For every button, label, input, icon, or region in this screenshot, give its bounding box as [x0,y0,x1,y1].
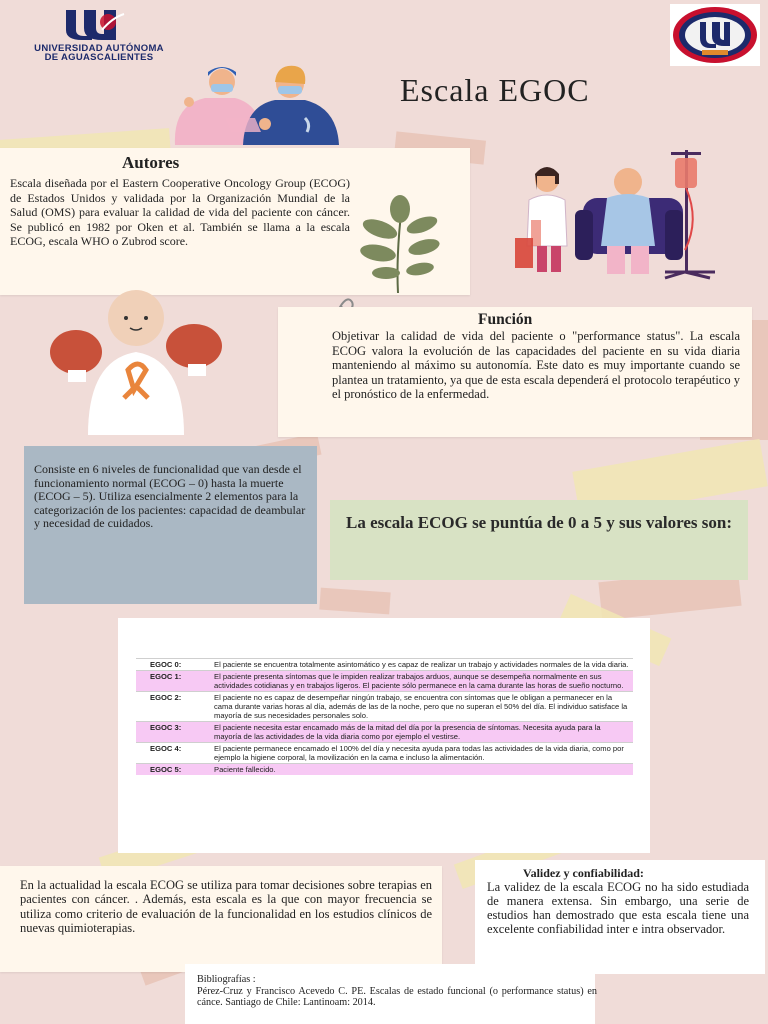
ecog-level-description: El paciente no es capaz de desempeñar ningún trabajo, se encuentra con síntomas que le obligan a permanecer en la cama durante varias horas al día, además de las de la noche, pero que no superan el 50% del día. El individuo satisface la mayoría de sus necesidades personales solo. [211,692,633,722]
autores-text: Escala diseñada por el Eastern Cooperative Oncology Group (ECOG) de Estados Unidos y validada por la Organización Mundial de la Salud (OMS) para evaluar la calidad de vida del paciente con cáncer. Se publicó en 1982 por Oken et al. También se llama a la escala ECOG, escala WHO o Zubrod score. [10,176,350,248]
validez-heading: Validez y confiabilidad: [523,866,644,880]
autores-heading: Autores [122,153,180,172]
table-row [136,692,633,722]
chemotherapy-illustration-icon [515,150,750,280]
university-emblem-icon [62,8,126,42]
puntua-text: La escala ECOG se puntúa de 0 a 5 y sus valores son: [345,513,732,532]
funcion-note [278,307,752,437]
table-row [136,743,633,764]
decorative-tape [319,588,390,615]
bibliografia-note [185,964,595,1024]
validez-note [475,860,765,974]
puntua-note [330,500,748,580]
funcion-text: Objetivar la calidad de vida del paciente o "performance status". La escala ECOG valora la evolución de las capacidades del paciente en su vida diaria manteniendo al máximo su autonomía. Este dato es muy importante cuando se plantea un tratamiento, ya que de esta escala dependerá el protocolo terapéutico y el pronóstico de la enfermedad. [332,329,740,402]
ecog-level-label: EGOC 5: [136,764,211,776]
niveles-text: Consiste en 6 niveles de funcionalidad que van desde el funcionamiento normal (ECOG – 0) hasta la muerte (ECOG – 5). Utiliza esencialmente 2 elementos para la categorización de los pacientes: capacidad de deambular y necesidad de cuidados. [34,462,306,530]
university-logo [14,6,184,62]
university-name-line2: DE AGUASCALIENTES [44,52,154,63]
boxer-illustration-icon [48,290,228,435]
university-name-line1: UNIVERSIDAD AUTÓNOMA [34,43,164,54]
ecog-level-description: El paciente necesita estar encamado más de la mitad del día por la presencia de síntomas. Necesita ayuda para la mayoría de las actividades de la vida diaria como por ejemplo el vestirse. [211,722,633,743]
doctors-illustration-icon [165,60,355,145]
bibliografia-reference: Pérez-Cruz y Francisco Acevedo C. PE. Escalas de estado funcional (o performance status) en cánce. Santiago de Chile: Lantinoam: 2014. [197,985,597,1008]
table-row [136,764,633,776]
ecog-level-description: Paciente fallecido. [211,764,633,776]
ecog-level-label: EGOC 0: [136,659,211,671]
page-title: Escala EGOC [400,72,590,108]
ecog-level-label: EGOC 4: [136,743,211,764]
ecog-level-description: El paciente se encuentra totalmente asintomático y es capaz de realizar un trabajo y actividades normales de la vida diaria. [211,659,633,671]
university-name [14,44,184,62]
ecog-level-label: EGOC 3: [136,722,211,743]
ecog-level-description: El paciente presenta síntomas que le impiden realizar trabajos arduos, aunque se desempeña normalmente en sus actividades cotidianas y en trabajos ligeros. El paciente sólo permanece en la cama durante las horas de sueño nocturno. [211,671,633,692]
ecog-level-label: EGOC 2: [136,692,211,722]
plant-leaves-icon [350,195,450,295]
table-row [136,671,633,692]
actualidad-note [0,866,442,972]
ecog-table [136,658,633,775]
funcion-heading: Función [478,311,533,328]
validez-text: La validez de la escala ECOG no ha sido estudiada de manera extensa. Sin embargo, una serie de estudios han demostrado que esta escala tiene una excelente confiabilidad inter e intra observador. [487,880,749,936]
bibliografia-text [197,974,597,1009]
bibliografia-heading: Bibliografías : [197,974,256,985]
ecog-level-description: El paciente permanece encamado el 100% del día y necesita ayuda para todas las actividades de la vida diaria, como por ejemplo la higiene corporal, la movilización en la cama e incluso la alimentación. [211,743,633,764]
table-row [136,659,633,671]
actualidad-text: En la actualidad la escala ECOG se utiliza para tomar decisiones sobre terapias en pacientes con cáncer. . Además, esta escala es la que con mayor frecuencia se utiliza como criterio de evaluación de la funcionalidad en los estudios clínicos de nuevas quimioterapias. [20,878,432,935]
institution-seal-icon [670,4,760,66]
niveles-note [24,446,317,604]
table-row [136,722,633,743]
ecog-level-label: EGOC 1: [136,671,211,692]
